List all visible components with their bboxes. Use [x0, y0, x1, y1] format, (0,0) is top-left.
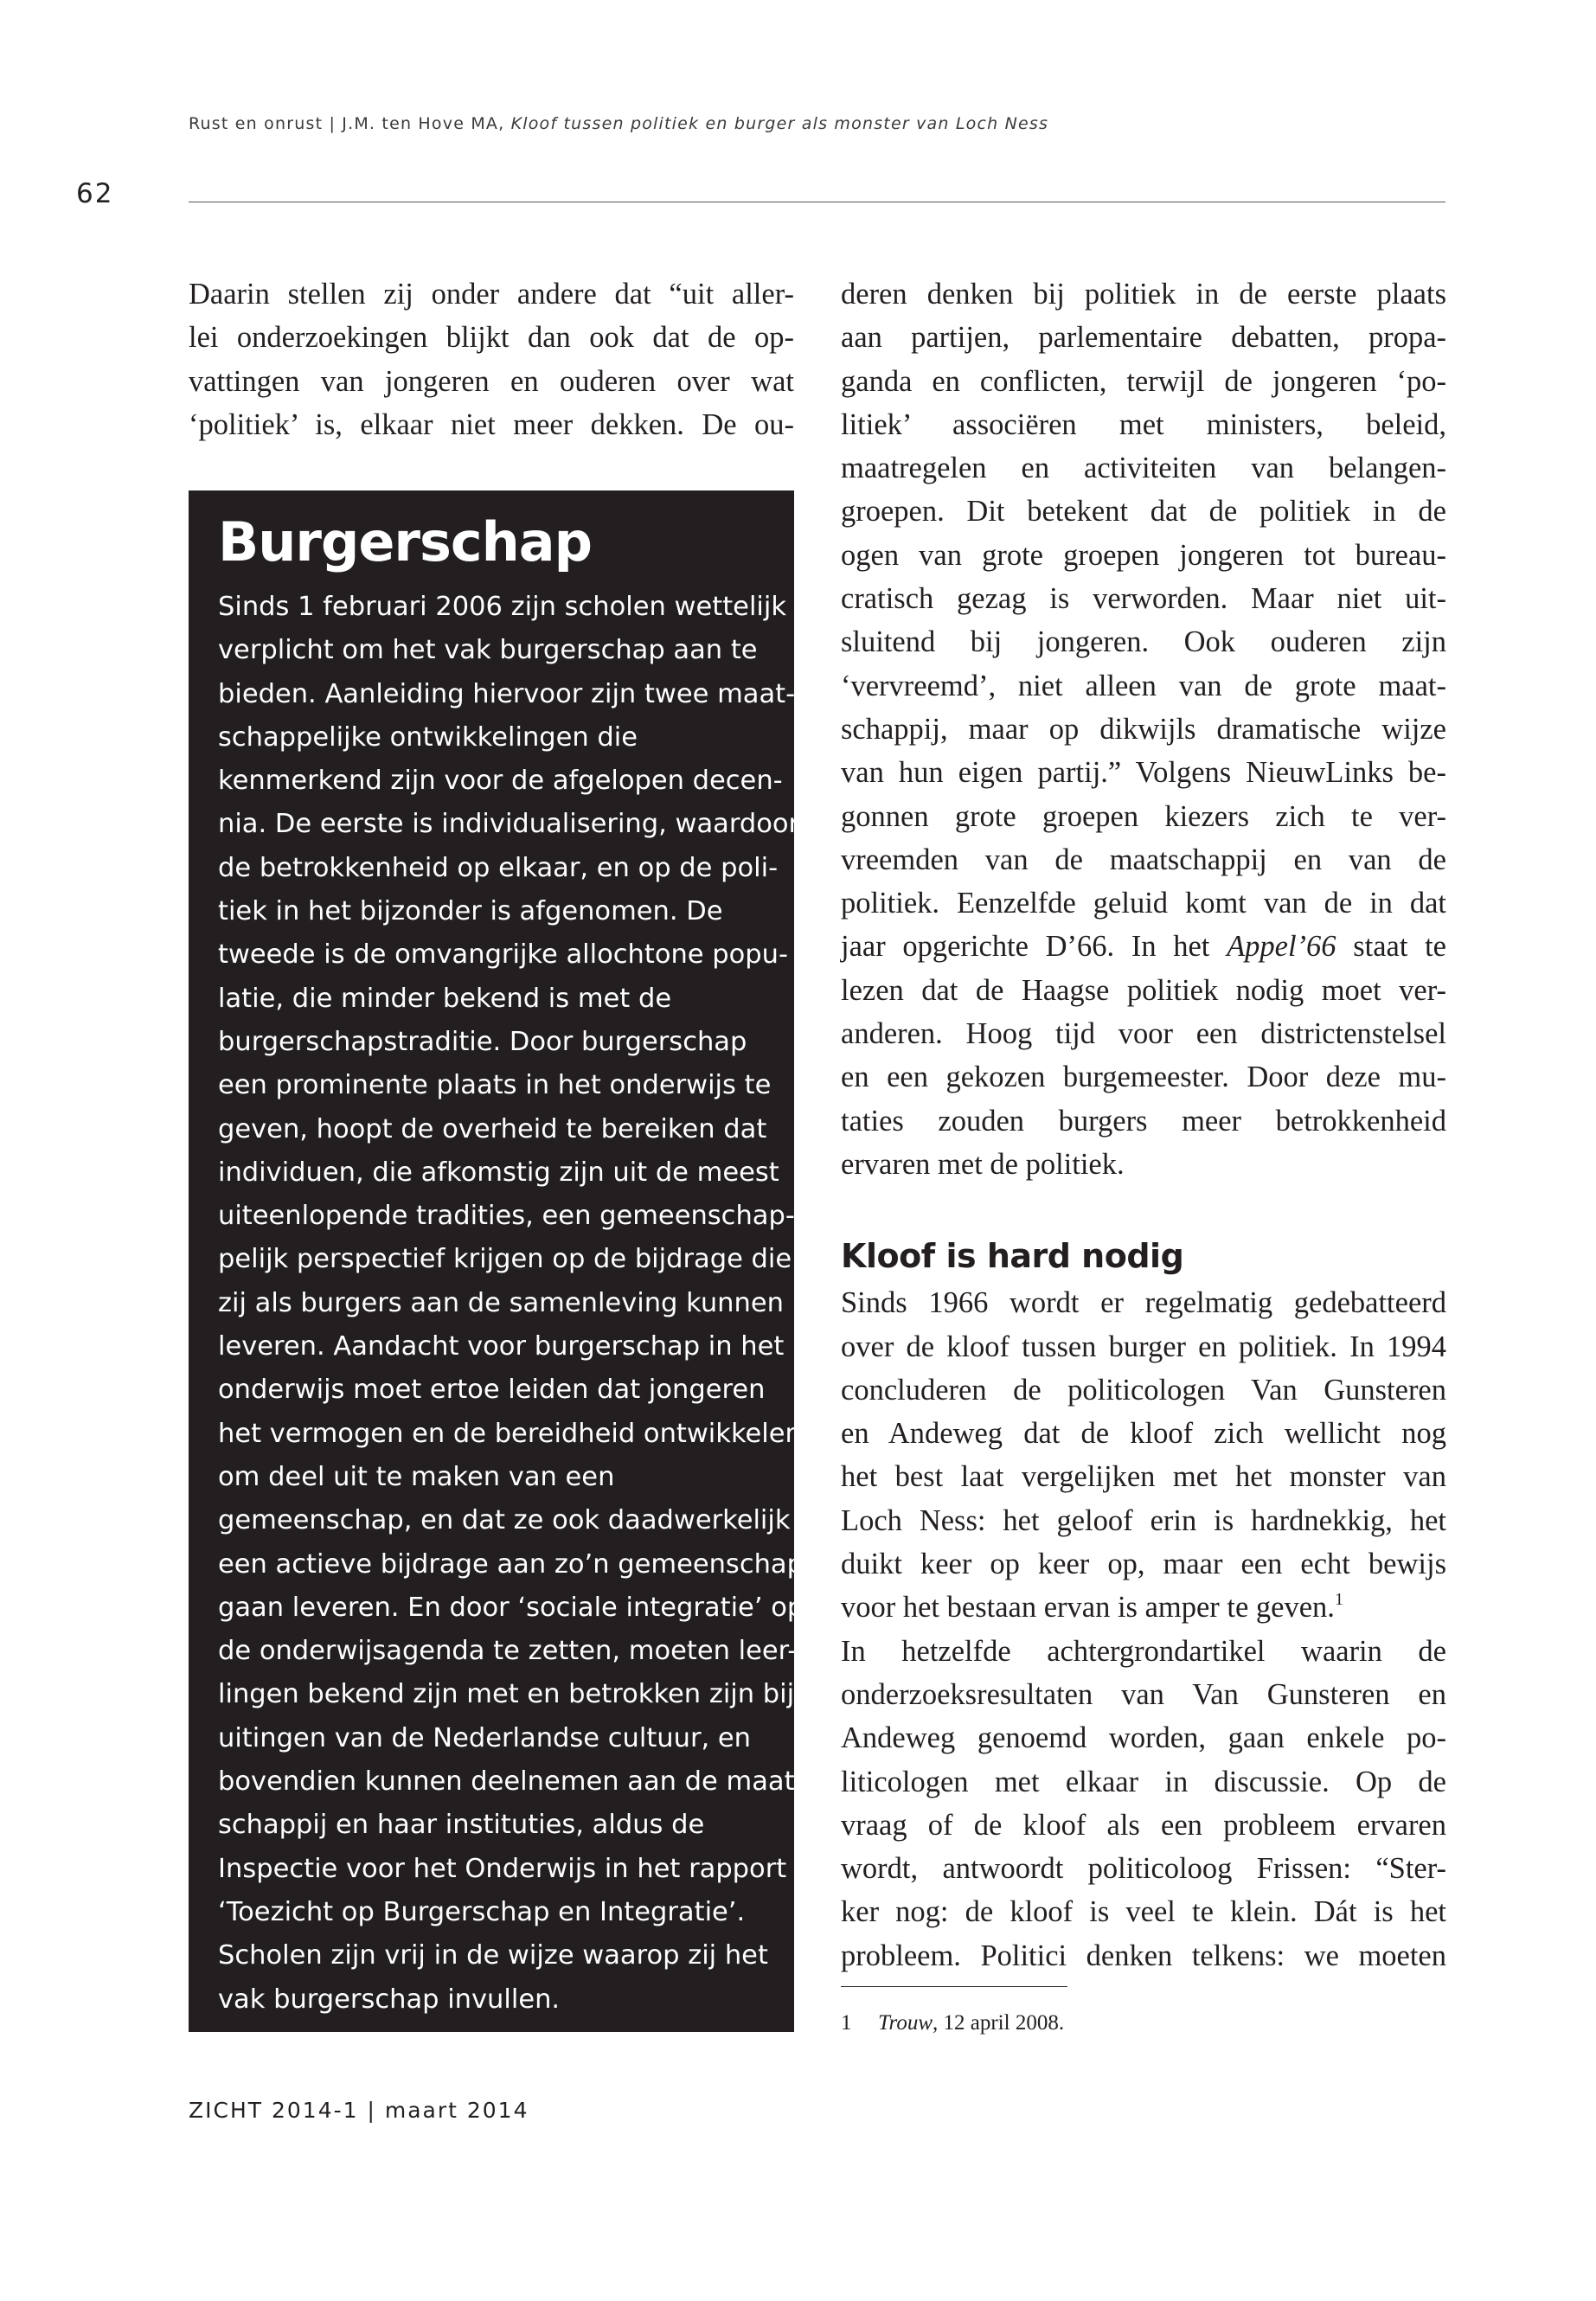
sidebar-line: burgerschapstraditie. Door burgerschap: [218, 1026, 747, 1057]
text-line: deren denken bij politiek in de eerste plaats: [841, 278, 1446, 311]
text-line: ker nog: de kloof is veel te klein. Dát is het: [841, 1895, 1446, 1929]
text-line: lezen dat de Haagse politiek nodig moet ver-: [841, 973, 1446, 1007]
text-line: anderen. Hoog tijd voor een districtenstelsel: [841, 1017, 1446, 1051]
sidebar-line: vak burgerschap invullen.: [218, 1984, 561, 2015]
text-line: ervaren met de politiek.: [841, 1147, 1125, 1181]
text-line: over de kloof tussen burger en politiek. In 1994: [841, 1330, 1446, 1363]
sidebar-line: latie, die minder bekend is met de: [218, 983, 672, 1014]
sidebar-line: nia. De eerste is individualisering, waardoor: [218, 809, 800, 840]
sidebar-line: tweede is de omvangrijke allochtone popu-: [218, 939, 788, 971]
text-line: en een gekozen burgemeester. Door deze mu-: [841, 1061, 1446, 1094]
text-line: vattingen van jongeren en ouderen over wat: [189, 364, 794, 398]
text-segment: staat te: [1353, 930, 1446, 964]
sidebar-line: pelijk perspectief krijgen op de bijdrage die: [218, 1244, 792, 1275]
text-segment: voor het bestaan ervan is amper te geven.: [841, 1591, 1335, 1625]
page-number: 62: [76, 178, 114, 209]
text-line: maatregelen en activiteiten van belangen-: [841, 452, 1446, 485]
page-footer: ZICHT 2014-1 | maart 2014: [189, 2098, 529, 2123]
text-line: vraag of de kloof als een probleem ervaren: [841, 1808, 1446, 1842]
sidebar-line: tiek in het bijzonder is afgenomen. De: [218, 896, 723, 927]
sidebar-line: ‘Toezicht op Burgerschap en Integratie’.: [218, 1896, 746, 1927]
text-line: concluderen de politicologen Van Gunsteren: [841, 1373, 1446, 1407]
text-line: Sinds 1966 wordt er regelmatig gedebatteerd: [841, 1286, 1446, 1320]
text-line: litiek’ associëren met ministers, beleid,: [841, 407, 1446, 441]
text-line: Loch Ness: het geloof erin is hardnekkig, het: [841, 1503, 1446, 1537]
running-head-article-title: Kloof tussen politiek en burger als monster van Loch Ness: [510, 114, 1049, 133]
text-line: duikt keer op keer op, maar een echt bewijs: [841, 1548, 1446, 1581]
sidebar-line: zij als burgers aan de samenleving kunnen: [218, 1287, 784, 1318]
sidebar-line: gemeenschap, en dat ze ook daadwerkelijk: [218, 1505, 791, 1536]
footnote: [841, 2011, 1064, 2035]
sidebar-line: Scholen zijn vrij in de wijze waarop zij het: [218, 1940, 768, 1971]
sidebar-line: Inspectie voor het Onderwijs in het rapport: [218, 1853, 787, 1884]
section-heading: Kloof is hard nodig: [841, 1237, 1184, 1276]
text-line: het best laat vergelijken met het monster van: [841, 1460, 1446, 1494]
sidebar-line: geven, hoopt de overheid te bereiken dat: [218, 1113, 767, 1144]
text-line: onderzoeksresultaten van Van Gunsteren en: [841, 1677, 1446, 1711]
sidebar-title: Burgerschap: [218, 510, 592, 574]
text-line: cratisch gezag is verworden. Maar niet uit-: [841, 582, 1446, 616]
sidebar-line: een prominente plaats in het onderwijs te: [218, 1070, 772, 1101]
text-line: schappij, maar op dikwijls dramatische wijze: [841, 712, 1446, 746]
text-line: van hun eigen partij.” Volgens NieuwLinks be-: [841, 756, 1446, 790]
text-line: Daarin stellen zij onder andere dat “uit aller-: [189, 278, 794, 311]
text-line: groepen. Dit betekent dat de politiek in de: [841, 495, 1446, 529]
sidebar-line: het vermogen en de bereidheid ontwikkelen: [218, 1418, 802, 1449]
running-head-author: Rust en onrust | J.M. ten Hove MA,: [189, 114, 511, 133]
sidebar-line: de betrokkenheid op elkaar, en op de poli-: [218, 852, 779, 883]
text-line: ganda en conflicten, terwijl de jongeren ‘po-: [841, 364, 1446, 398]
sidebar-line: verplicht om het vak burgerschap aan te: [218, 635, 758, 666]
text-segment: jaar opgerichte D’66. In het: [841, 930, 1227, 964]
text-line: lei onderzoekingen blijkt dan ook dat de op-: [189, 321, 794, 355]
text-line: ‘politiek’ is, elkaar niet meer dekken. De ou-: [189, 407, 794, 441]
sidebar-line: leveren. Aandacht voor burgerschap in het: [218, 1331, 785, 1362]
text-line: taties zouden burgers meer betrokkenheid: [841, 1104, 1446, 1138]
sidebar-line: een actieve bijdrage aan zo’n gemeenschap: [218, 1548, 804, 1580]
text-line: aan partijen, parlementaire debatten, propa-: [841, 321, 1446, 355]
sidebar-line: om deel uit te maken van een: [218, 1461, 615, 1492]
text-line: wordt, antwoordt politicoloog Frissen: “Ster-: [841, 1852, 1446, 1886]
right-column-text: [841, 272, 1446, 1977]
text-line: liticologen met elkaar in discussie. Op de: [841, 1765, 1446, 1798]
footnote-divider: [841, 1986, 1067, 1987]
text-line: ‘vervreemd’, niet alleen van de grote maat-: [841, 669, 1446, 702]
sidebar-line: uitingen van de Nederlandse cultuur, en: [218, 1722, 751, 1753]
section-gap: [841, 1186, 1446, 1231]
sidebar-line: uiteenlopende tradities, een gemeenschap-: [218, 1201, 795, 1232]
text-line: en Andeweg dat de kloof zich wellicht nog: [841, 1417, 1446, 1451]
appel-title: Appel’66: [1227, 930, 1336, 964]
text-line: politiek. Eenzelfde geluid komt van de in dat: [841, 887, 1446, 920]
sidebar-line: gaan leveren. En door ‘sociale integratie’ op: [218, 1592, 804, 1623]
sidebar-line: onderwijs moet ertoe leiden dat jongeren: [218, 1375, 766, 1406]
sidebar-line: bieden. Aanleiding hiervoor zijn twee maat-: [218, 678, 796, 709]
text-line: sluitend bij jongeren. Ook ouderen zijn: [841, 625, 1446, 659]
text-line: [841, 925, 1446, 968]
sidebar-line: de onderwijsagenda te zetten, moeten leer-: [218, 1636, 798, 1667]
sidebar-line: schappelijke ontwikkelingen die: [218, 721, 638, 753]
footnote-source: Trouw: [878, 2011, 933, 2035]
footnote-number: 1: [841, 2011, 852, 2035]
sidebar-line: individuen, die afkomstig zijn uit de meest: [218, 1157, 779, 1188]
sidebar-line: kenmerkend zijn voor de afgelopen decen-: [218, 766, 783, 797]
sidebar-line: lingen bekend zijn met en betrokken zijn bij: [218, 1679, 795, 1710]
text-line: In hetzelfde achtergrondartikel waarin de: [841, 1634, 1446, 1668]
text-line: gonnen grote groepen kiezers zich te ver-: [841, 799, 1446, 833]
text-line: [841, 1586, 1446, 1629]
sidebar-line: Sinds 1 februari 2006 zijn scholen wettelijk: [218, 592, 787, 622]
sidebar-line: schappij en haar instituties, aldus de: [218, 1810, 705, 1841]
running-head: [189, 114, 1048, 133]
footnote-reference[interactable]: 1: [1334, 1590, 1343, 1610]
left-column-text: [189, 272, 794, 446]
sidebar-body: [218, 586, 804, 2022]
burgerschap-sidebar-box: [189, 490, 804, 2032]
text-line: probleem. Politici denken telkens: we moeten: [841, 1939, 1446, 1972]
text-line: vreemden van de maatschappij en van de: [841, 843, 1446, 876]
sidebar-line: bovendien kunnen deelnemen aan de maat-: [218, 1766, 804, 1798]
text-line: ogen van grote groepen jongeren tot bureau-: [841, 538, 1446, 572]
text-line: Andeweg genoemd worden, gaan enkele po-: [841, 1721, 1446, 1755]
footnote-text: , 12 april 2008.: [933, 2011, 1065, 2035]
